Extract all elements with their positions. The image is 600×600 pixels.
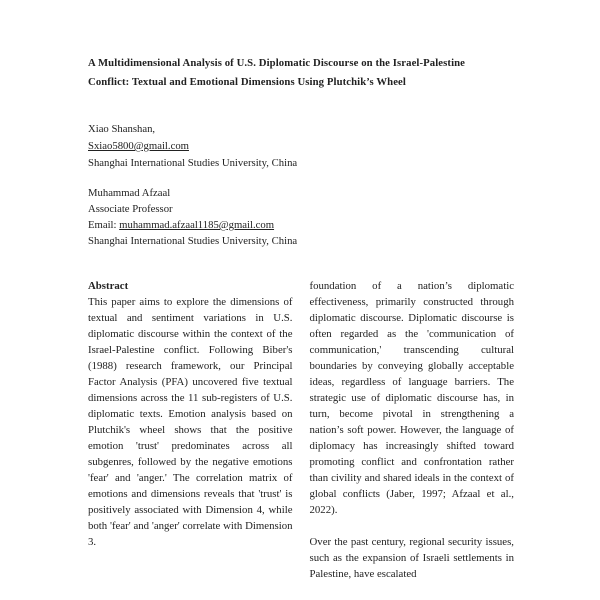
paper-title-line-2: Conflict: Textual and Emotional Dimensions Using Plutchik’s Wheel bbox=[88, 76, 406, 88]
author-2-email-label: Email: bbox=[88, 219, 120, 231]
paper-title-line-1: A Multidimensional Analysis of U.S. Diplomatic Discourse on the Israel-Palestine bbox=[88, 57, 466, 69]
intro-paragraph-2: Over the past century, regional security issues, such as the expansion of Israeli settlements in Palestine, have escalated bbox=[309, 536, 514, 580]
author-2-name: Muhammad Afzaal bbox=[88, 187, 171, 199]
author-1-affiliation: Shanghai International Studies University, China bbox=[88, 157, 298, 169]
author-2-role: Associate Professor bbox=[88, 203, 173, 215]
abstract-heading: Abstract bbox=[88, 280, 129, 292]
left-column bbox=[88, 278, 293, 582]
author-block-1 bbox=[88, 121, 297, 172]
author-block-2 bbox=[88, 185, 297, 249]
author-1-name: Xiao Shanshan, bbox=[88, 123, 156, 135]
right-column bbox=[310, 278, 515, 582]
author-2-email-link[interactable]: muhammad.afzaal1185@gmail.com bbox=[119, 219, 275, 231]
author-1-email-line bbox=[88, 138, 297, 155]
intro-paragraph-1: foundation of a nation’s diplomatic effectiveness, primarily constructed through diplomatic discourse. Diplomatic discourse is often regarded as the 'communication of communication,' transcending cultural boundaries by conveying globally acceptable ideas, regardless of language barriers. The strategic use of diplomatic discourse has, in turn, become pivotal in strengthening a nation’s soft power. However, the language of diplomacy has increasingly shifted toward promoting conflict and confrontation rather than civility and shared ideals in the context of global conflicts (Jaber, 1997; Afzaal et al., 2022). bbox=[309, 280, 514, 516]
abstract-text: This paper aims to explore the dimensions of textual and sentiment variations in U.S. diplomatic discourse within the context of the Israel-Palestine conflict. Following Biber's (1988) research framework, our Principal Factor Analysis (PFA) uncovered five textual dimensions across the 11 sub-registers of U.S. diplomatic texts. Emotion analysis based on Plutchik's wheel shows that the positive emotion 'trust' predominates across all subgenres, followed by the negative emotions 'fear' and 'anger.' The correlation matrix of emotions and dimensions reveals that 'trust' is positively associated with Dimension 4, while both 'fear' and 'anger' correlate with Dimension 3. bbox=[88, 296, 293, 548]
paper-title bbox=[88, 54, 522, 92]
author-2-affiliation: Shanghai International Studies University, China bbox=[88, 235, 298, 247]
author-2-email-line bbox=[88, 217, 297, 233]
two-column-body bbox=[88, 278, 514, 582]
author-1-email-link[interactable]: Sxiao5800@gmail.com bbox=[88, 140, 189, 152]
